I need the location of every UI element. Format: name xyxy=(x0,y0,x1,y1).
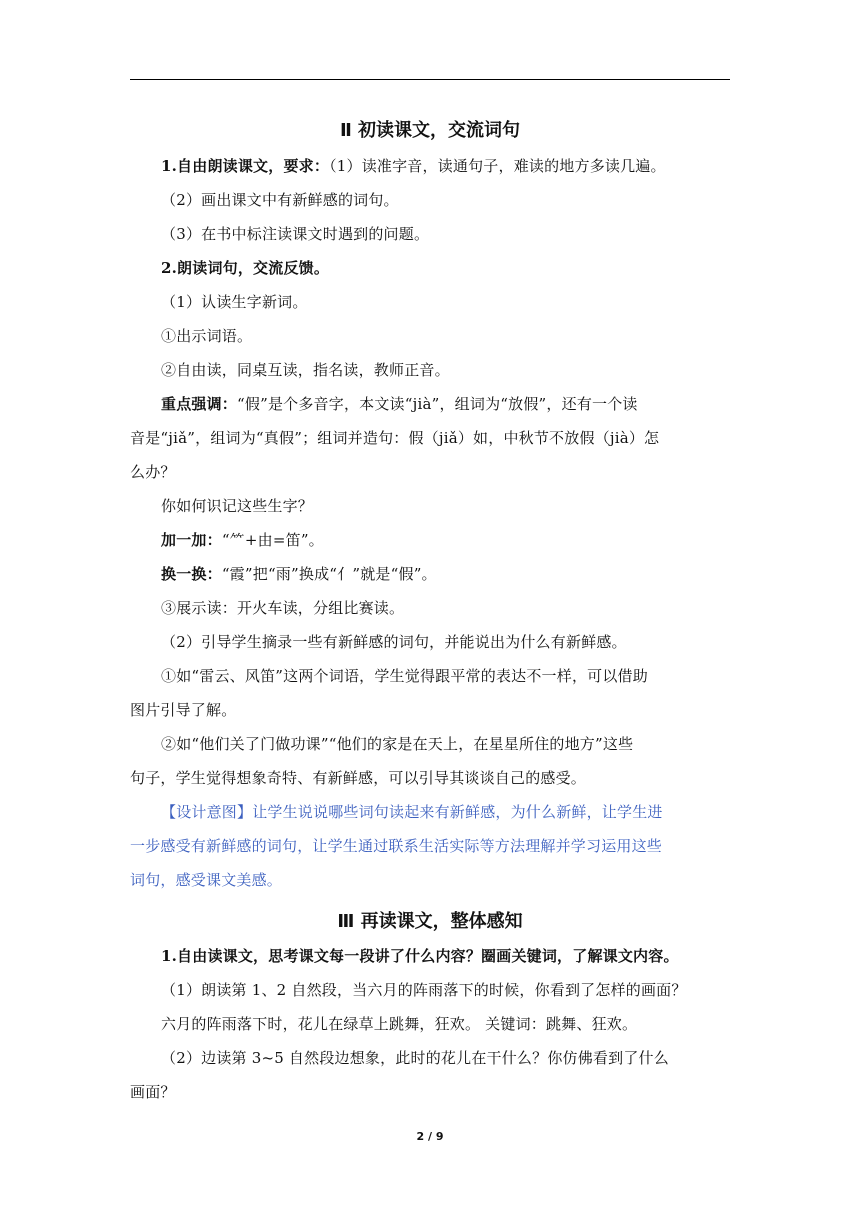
paragraph-11-text: “霞”把“雨”换成“亻”就是“假”。 xyxy=(221,565,437,583)
paragraph-1-text: （1）读准字音，读通句子，难读的地方多读几遍。 xyxy=(329,157,666,175)
paragraph-13: （2）引导学生摘录一些有新鲜感的词句，并能说出为什么有新鲜感。 xyxy=(161,633,627,651)
design-intent-line-1: 【设计意图】让学生说说哪些词句读起来有新鲜感，为什么新鲜，让学生进 xyxy=(161,803,663,821)
paragraph-14-line-1: ①如“雷云、风笛”这两个词语，学生觉得跟平常的表达不一样，可以借助 xyxy=(161,667,648,685)
paragraph-11-lead: 换一换： xyxy=(161,565,222,583)
paragraph-10 xyxy=(130,530,730,550)
paragraph-10-lead: 加一加： xyxy=(161,531,222,549)
paragraph-1-lead: 1.自由朗读课文，要求： xyxy=(161,157,330,175)
paragraph-11 xyxy=(130,564,730,584)
paragraph-10-text: “⺮+由=笛”。 xyxy=(221,531,324,549)
section-heading-2: Ⅱ 初读课文，交流词句 xyxy=(339,120,521,141)
header-rule xyxy=(130,79,730,80)
paragraph-14-line-2: 图片引导了解。 xyxy=(130,701,237,719)
paragraph-6: ①出示词语。 xyxy=(161,327,253,345)
paragraph-8-line-1 xyxy=(130,394,730,414)
question-3-line-1: （2）边读第 3~5 自然段边想象，此时的花儿在干什么？你仿佛看到了什么 xyxy=(161,1049,669,1067)
paragraph-4: 2.朗读词句，交流反馈。 xyxy=(161,259,330,277)
paragraph-8-line-2: 音是“jiǎ”，组词为“真假”；组词并造句：假（jiǎ）如，中秋节不放假（jià）怎 xyxy=(130,429,660,447)
section-heading-3: Ⅲ 再读课文，整体感知 xyxy=(337,911,523,932)
question-3-line-2: 画面？ xyxy=(130,1083,176,1101)
paragraph-2: （2）画出课文中有新鲜感的词句。 xyxy=(161,191,399,209)
page-number: 2 / 9 xyxy=(416,1130,444,1143)
paragraph-15-line-2: 句子，学生觉得想象奇特、有新鲜感，可以引导其谈谈自己的感受。 xyxy=(130,769,587,787)
paragraph-8-text: “假”是个多音字，本文读“jià”，组词为“放假”，还有一个读 xyxy=(237,395,638,413)
paragraph-8-line-3: 么办？ xyxy=(130,463,176,481)
paragraph-1 xyxy=(130,156,730,176)
question-1: 1.自由读课文，思考课文每一段讲了什么内容？圈画关键词，了解课文内容。 xyxy=(161,947,679,965)
design-intent-line-2: 一步感受有新鲜感的词句，让学生通过联系生活实际等方法理解并学习运用这些 xyxy=(130,837,663,855)
paragraph-3: （3）在书中标注读课文时遇到的问题。 xyxy=(161,225,430,243)
question-2: （1）朗读第 1、2 自然段，当六月的阵雨落下的时候，你看到了怎样的画面？ xyxy=(161,981,687,999)
paragraph-15-line-1: ②如“他们关了门做功课”“他们的家是在天上，在星星所住的地方”这些 xyxy=(161,735,634,753)
paragraph-5: （1）认读生字新词。 xyxy=(161,293,308,311)
paragraph-9: 你如何识记这些生字？ xyxy=(161,497,314,515)
design-intent-line-3: 词句，感受课文美感。 xyxy=(130,871,283,889)
paragraph-8-lead: 重点强调： xyxy=(161,395,238,413)
answer-2: 六月的阵雨落下时，花儿在绿草上跳舞，狂欢。 关键词：跳舞、狂欢。 xyxy=(161,1015,638,1033)
paragraph-12: ③展示读：开火车读，分组比赛读。 xyxy=(161,599,405,617)
paragraph-7: ②自由读，同桌互读，指名读，教师正音。 xyxy=(161,361,450,379)
